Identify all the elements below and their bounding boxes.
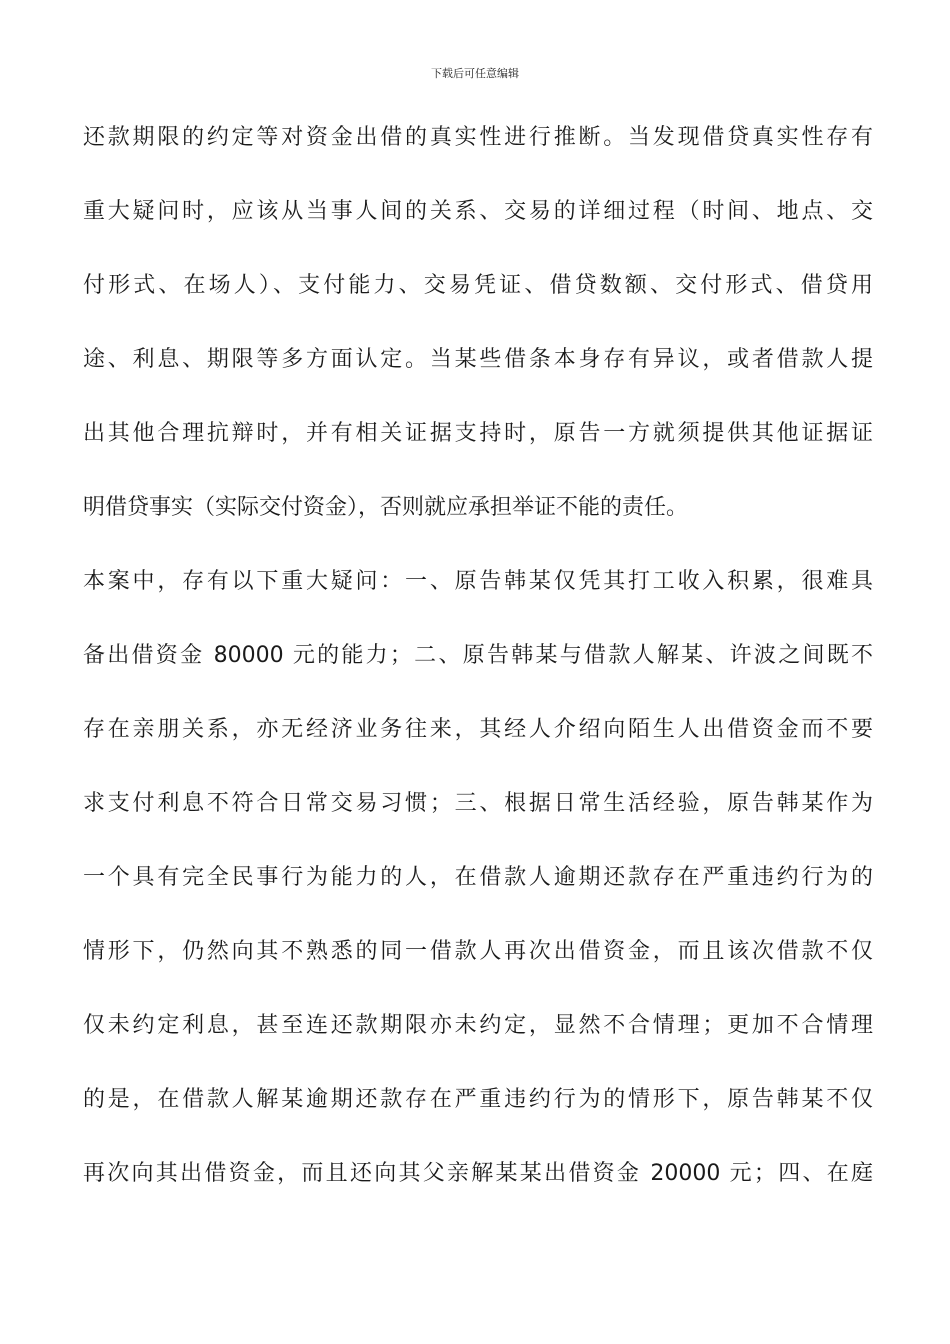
- text-line-9: 存在亲朋关系，亦无经济业务往来，其经人介绍向陌生人出借资金而不要: [83, 717, 873, 742]
- text-line-4: 途、利息、期限等多方面认定。当某些借条本身存有异议，或者借款人提: [83, 347, 873, 372]
- text-line-13: 仅未约定利息，甚至连还款期限亦未约定，显然不合情理；更加不合情理: [83, 1013, 873, 1038]
- text-line-2: 重大疑问时，应该从当事人间的关系、交易的详细过程（时间、地点、交: [83, 199, 873, 224]
- text-line-15: 再次向其出借资金，而且还向其父亲解某某出借资金 20000 元；四、在庭: [83, 1161, 873, 1186]
- text-line-14: 的是，在借款人解某逾期还款存在严重违约行为的情形下，原告韩某不仅: [83, 1087, 873, 1112]
- text-line-7: 本案中，存有以下重大疑问：一、原告韩某仅凭其打工收入积累，很难具: [83, 569, 873, 594]
- text-line-3: 付形式、在场人）、支付能力、交易凭证、借贷数额、交付形式、借贷用: [83, 273, 873, 298]
- text-line-11: 一个具有完全民事行为能力的人，在借款人逾期还款存在严重违约行为的: [83, 865, 873, 890]
- text-line-1: 还款期限的约定等对资金出借的真实性进行推断。当发现借贷真实性存有: [83, 125, 873, 150]
- header-note: 下载后可任意编辑: [431, 67, 519, 80]
- text-line-5: 出其他合理抗辩时，并有相关证据支持时，原告一方就须提供其他证据证: [83, 421, 873, 446]
- text-line-8: 备出借资金 80000 元的能力；二、原告韩某与借款人解某、许波之间既不: [83, 643, 873, 668]
- text-line-6: 明借贷事实（实际交付资金），否则就应承担举证不能的责任。: [83, 495, 689, 520]
- text-line-12: 情形下，仍然向其不熟悉的同一借款人再次出借资金，而且该次借款不仅: [83, 939, 873, 964]
- text-line-10: 求支付利息不符合日常交易习惯；三、根据日常生活经验，原告韩某作为: [83, 791, 873, 816]
